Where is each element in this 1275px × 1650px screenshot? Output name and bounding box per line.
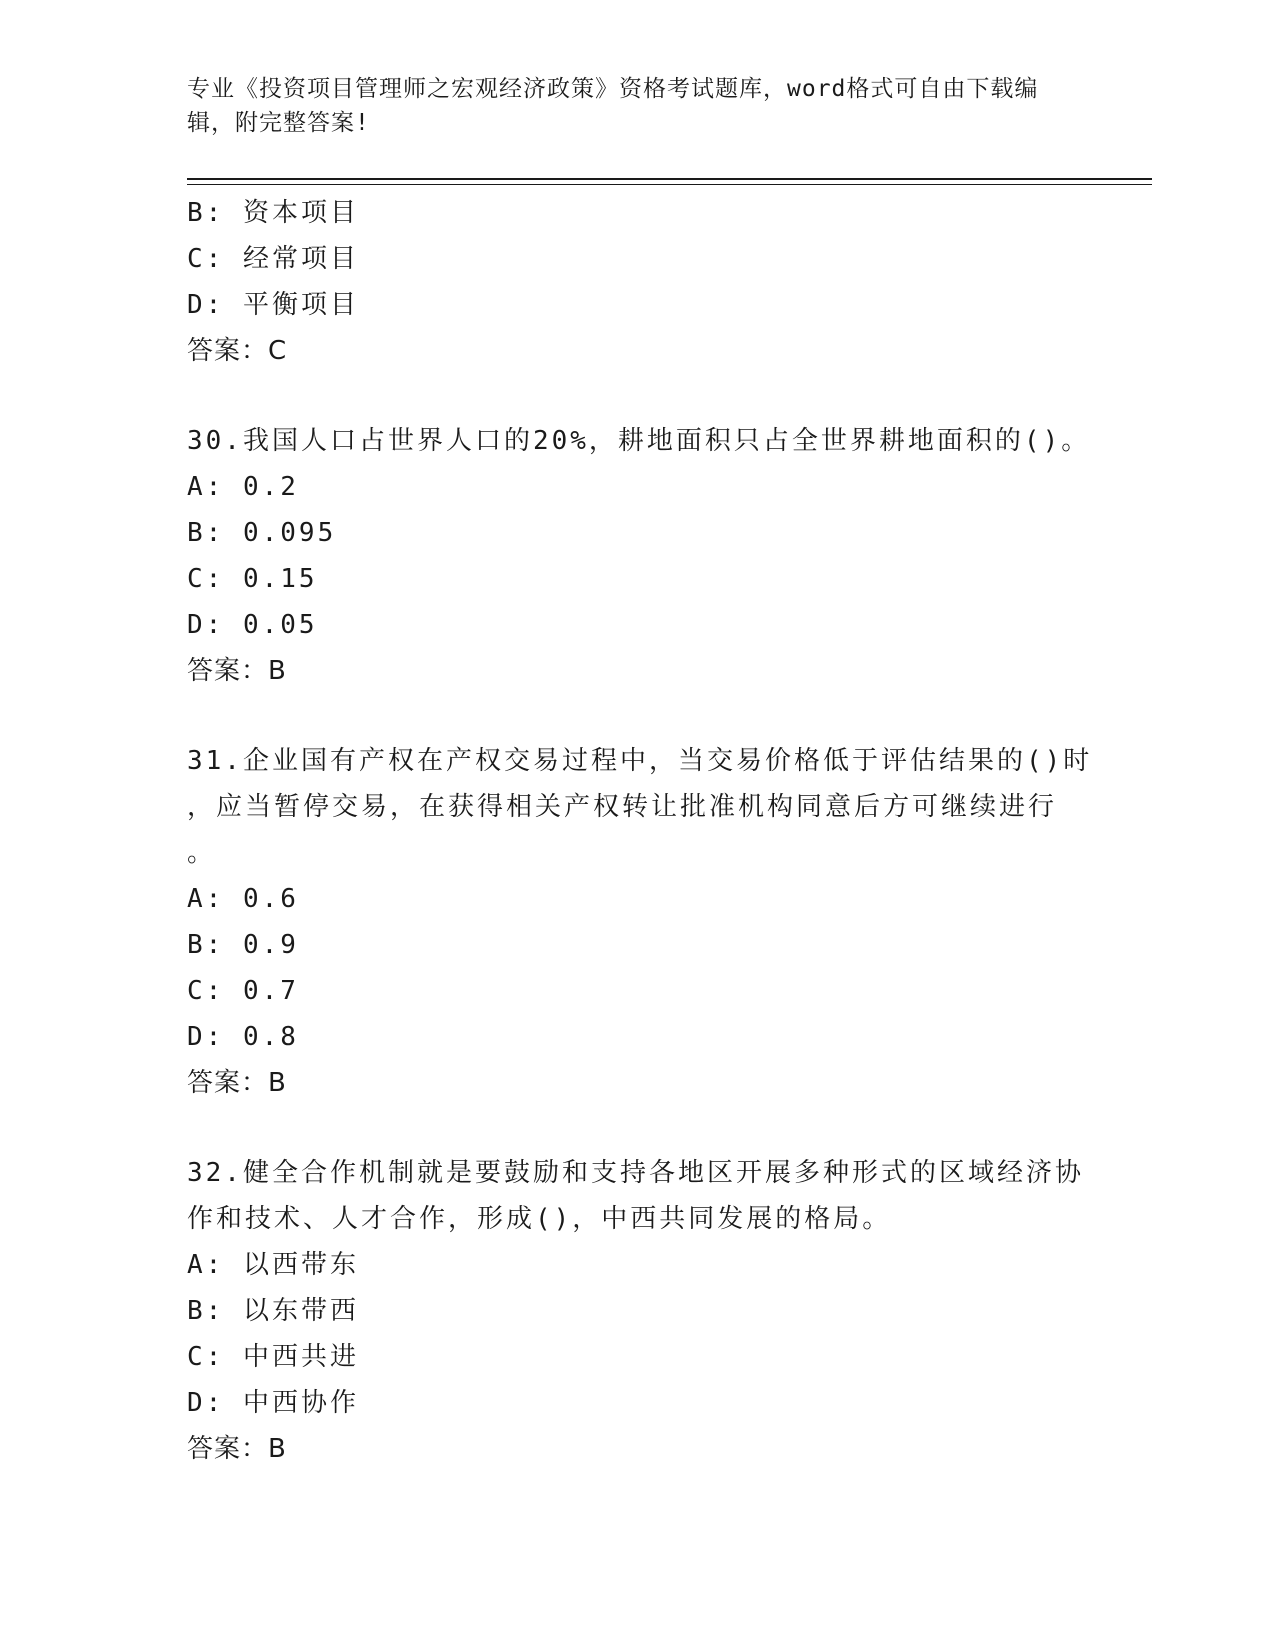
spacer: [187, 694, 1087, 738]
option-b: B: 资本项目: [187, 198, 359, 228]
option-c: C: 0.15: [187, 564, 318, 594]
spacer: [187, 374, 1087, 418]
spacer: [187, 1106, 1087, 1150]
option-d: D: 0.05: [187, 610, 318, 640]
option-a: A: 0.6: [187, 884, 299, 914]
header-divider-thick: [187, 178, 1152, 180]
option-d: D: 平衡项目: [187, 290, 359, 320]
document-body: [187, 190, 1093, 1472]
answer: 答案：B: [187, 656, 287, 686]
option-a: A: 0.2: [187, 472, 299, 502]
option-b: B: 0.095: [187, 518, 337, 548]
question-30: [187, 418, 1091, 694]
answer: 答案：B: [187, 1434, 287, 1464]
question-text-line: 。: [187, 838, 217, 868]
question-29-tail: [187, 190, 1087, 374]
question-32: [187, 1150, 1087, 1472]
question-31: [187, 738, 1093, 1106]
option-b: B: 0.9: [187, 930, 299, 960]
question-text-line: ，应当暂停交易，在获得相关产权转让批准机构同意后方可继续进行: [187, 792, 1058, 822]
option-b: B: 以东带西: [187, 1296, 359, 1326]
header-divider-thin: [187, 184, 1152, 185]
option-c: C: 0.7: [187, 976, 299, 1006]
option-c: C: 经常项目: [187, 244, 359, 274]
question-text-line: 32.健全合作机制就是要鼓励和支持各地区开展多种形式的区域经济协: [187, 1158, 1084, 1188]
option-d: D: 0.8: [187, 1022, 299, 1052]
question-text-line: 31.企业国有产权在产权交易过程中，当交易价格低于评估结果的()时: [187, 746, 1093, 776]
option-d: D: 中西协作: [187, 1388, 359, 1418]
option-a: A: 以西带东: [187, 1250, 359, 1280]
question-text-line: 30.我国人口占世界人口的20%，耕地面积只占全世界耕地面积的()。: [187, 426, 1091, 456]
answer: 答案：C: [187, 336, 288, 366]
answer: 答案：B: [187, 1068, 287, 1098]
option-c: C: 中西共进: [187, 1342, 359, 1372]
question-text-line: 作和技术、人才合作，形成()，中西共同发展的格局。: [187, 1204, 892, 1234]
header-line-1: 专业《投资项目管理师之宏观经济政策》资格考试题库，word格式可自由下载编: [187, 76, 1039, 102]
header-line-2: 辑，附完整答案!: [187, 110, 370, 136]
document-header: [187, 72, 1067, 140]
